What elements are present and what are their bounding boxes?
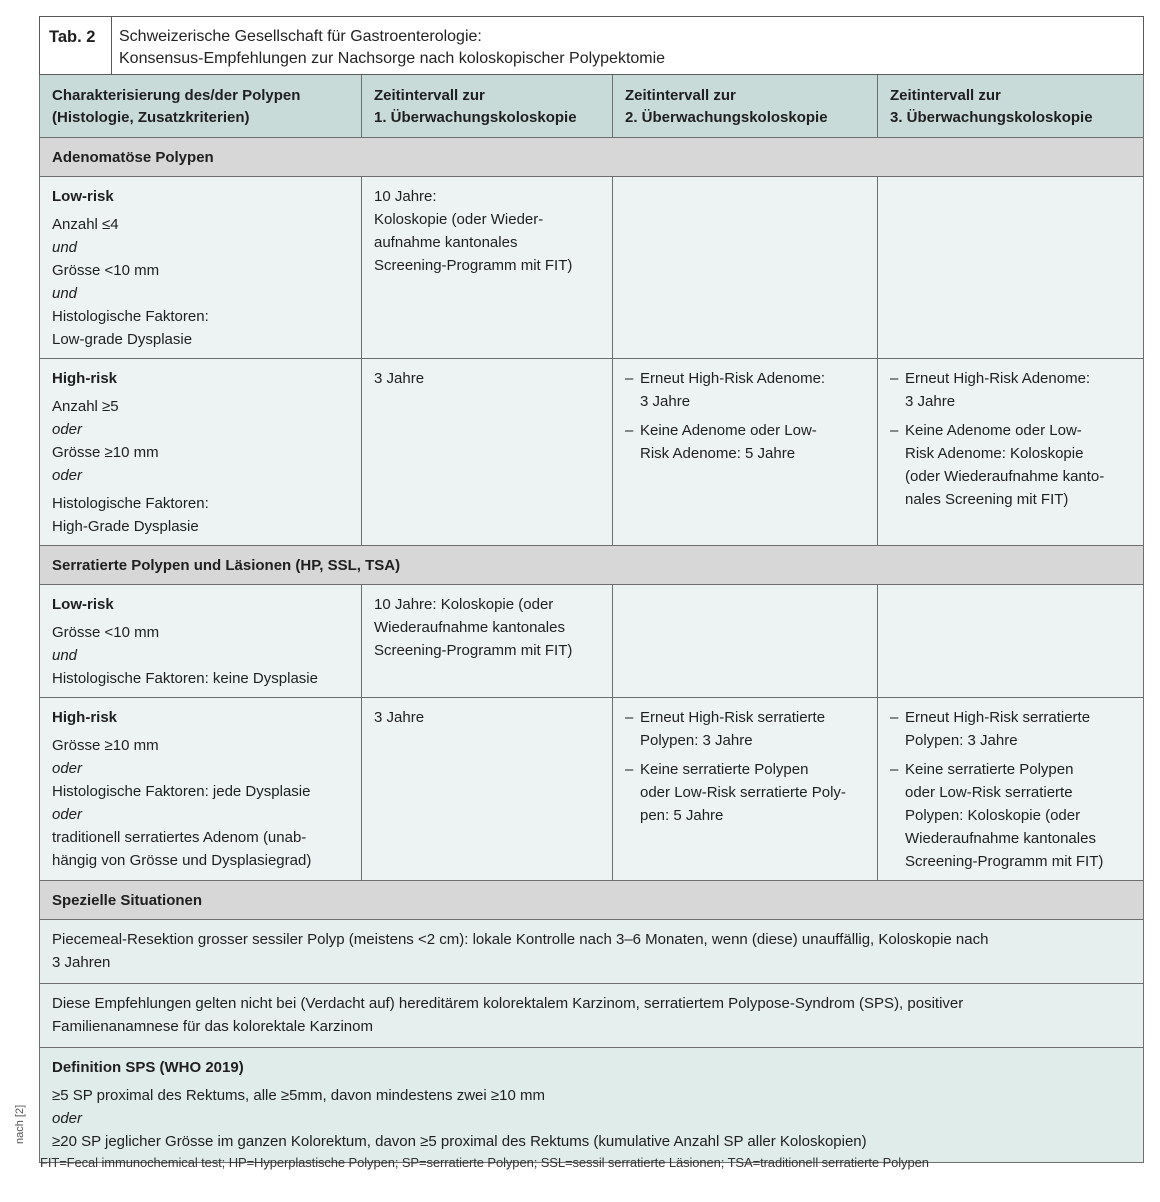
exclusion-line: Familienanamnese für das kolorektale Karzinom	[52, 1018, 373, 1035]
interval-line: Polypen: 3 Jahre	[640, 732, 753, 749]
list-item	[890, 706, 1133, 752]
interval-line: aufnahme kantonales	[374, 234, 518, 251]
section-title-serrated: Serratierte Polypen und Läsionen (HP, SSL, TSA)	[40, 546, 1144, 585]
recommendation-table	[39, 16, 1144, 1163]
interval-line: Screening-Programm mit FIT)	[905, 853, 1104, 870]
column-header-line: 3. Überwachungskoloskopie	[890, 109, 1093, 126]
table-row-serrated-low-risk	[40, 585, 1144, 698]
interval-list	[625, 706, 867, 827]
criteria-line: Histologische Faktoren:	[52, 308, 209, 325]
table-row-serrated-high-risk	[40, 698, 1144, 881]
section-title-adenomatous: Adenomatöse Polypen	[40, 138, 1144, 177]
interval-line: pen: 5 Jahre	[640, 807, 724, 824]
sps-title: Definition SPS (WHO 2019)	[52, 1059, 244, 1076]
interval-line: Koloskopie (oder Wieder-	[374, 211, 544, 228]
criteria-cell	[40, 585, 362, 698]
sps-line: ≥20 SP jeglicher Grösse im ganzen Kolorektum, davon ≥5 proximal des Rektums (kumulative Anzahl SP aller Koloskopien)	[52, 1133, 867, 1150]
piecemeal-line: 3 Jahren	[52, 954, 111, 971]
interval-1-cell	[362, 359, 613, 546]
criteria-line: Histologische Faktoren:	[52, 495, 209, 512]
interval-3-cell	[878, 177, 1144, 359]
criteria-connector: oder	[52, 467, 83, 484]
criteria-line: Low-grade Dysplasie	[52, 331, 193, 348]
interval-2-cell	[613, 585, 878, 698]
table-row-exclusion	[40, 984, 1144, 1048]
exclusion-line: Diese Empfehlungen gelten nicht bei (Verdacht auf) hereditärem kolorektalem Karzinom, serratiertem Polypose-Syndrom (SPS), positiver	[52, 995, 964, 1012]
abbreviation-footnote: FIT=Fecal immunochemical test; HP=Hyperplastische Polypen; SP=serratierte Polypen; SSL=sessil serratierte Läsionen; TSA=traditionell serratierte Polypen	[40, 1155, 929, 1170]
interval-line: 10 Jahre:	[374, 188, 437, 205]
criteria-cell	[40, 359, 362, 546]
criteria-cell	[40, 177, 362, 359]
table-title	[112, 17, 1144, 75]
interval-list	[890, 706, 1133, 873]
interval-line: 10 Jahre: Koloskopie (oder	[374, 596, 554, 613]
column-header-line: 1. Überwachungskoloskopie	[374, 109, 577, 126]
interval-3-cell	[878, 359, 1144, 546]
list-item	[625, 367, 867, 413]
table-title-line-2: Konsensus-Empfehlungen zur Nachsorge nach koloskopischer Polypektomie	[119, 50, 666, 67]
column-header-line: Zeitintervall zur	[374, 87, 485, 104]
table-title-row	[40, 17, 1144, 75]
section-header-row	[40, 881, 1144, 920]
table-row-sps-definition	[40, 1048, 1144, 1163]
criteria-connector: oder	[52, 760, 83, 777]
criteria-line: traditionell serratiertes Adenom (unab-	[52, 829, 307, 846]
criteria-line: Histologische Faktoren: keine Dysplasie	[52, 670, 318, 687]
interval-line: Risk Adenome: 5 Jahre	[640, 445, 796, 462]
criteria-connector: und	[52, 239, 78, 256]
sps-definition-cell	[40, 1048, 1144, 1163]
table-number: Tab. 2	[40, 17, 112, 75]
interval-line: (oder Wiederaufnahme kanto-	[905, 468, 1105, 485]
interval-line: – Keine Adenome oder Low-	[640, 422, 817, 439]
piecemeal-cell	[40, 920, 1144, 984]
column-header-line: Zeitintervall zur	[625, 87, 736, 104]
table-row-piecemeal	[40, 920, 1144, 984]
criteria-line: Grösse ≥10 mm	[52, 444, 159, 461]
list-item	[625, 706, 867, 752]
sps-connector: oder	[52, 1110, 83, 1127]
column-header-line: Zeitintervall zur	[890, 87, 1001, 104]
interval-line: – Erneut High-Risk serratierte	[640, 709, 826, 726]
criteria-connector: oder	[52, 421, 83, 438]
interval-line: Polypen: 3 Jahre	[905, 732, 1018, 749]
interval-line: – Erneut High-Risk serratierte	[905, 709, 1091, 726]
table-title-line-1: Schweizerische Gesellschaft für Gastroenterologie:	[119, 28, 482, 45]
interval-1-cell	[362, 698, 613, 881]
column-header-interval-2	[613, 75, 878, 138]
criteria-connector: und	[52, 285, 78, 302]
piecemeal-line: Piecemeal-Resektion grosser sessiler Polyp (meistens <2 cm): lokale Kontrolle nach 3–6 Monaten, wenn (diese) unauffällig, Koloskopie nach	[52, 931, 989, 948]
list-item	[625, 419, 867, 465]
criteria-line: Anzahl ≤4	[52, 216, 119, 233]
exclusion-cell	[40, 984, 1144, 1048]
criteria-line: Grösse ≥10 mm	[52, 737, 159, 754]
source-note: nach [2]	[14, 1104, 26, 1144]
risk-label: Low-risk	[52, 596, 114, 613]
interval-line: – Erneut High-Risk Adenome:	[905, 370, 1091, 387]
interval-line: – Keine serratierte Polypen	[905, 761, 1074, 778]
sps-line: ≥5 SP proximal des Rektums, alle ≥5mm, davon mindestens zwei ≥10 mm	[52, 1087, 545, 1104]
interval-2-cell	[613, 359, 878, 546]
interval-line: Screening-Programm mit FIT)	[374, 642, 573, 659]
interval-line: Screening-Programm mit FIT)	[374, 257, 573, 274]
interval-line: Risk Adenome: Koloskopie	[905, 445, 1084, 462]
column-header-row	[40, 75, 1144, 138]
interval-line: nales Screening mit FIT)	[905, 491, 1069, 508]
criteria-line: Histologische Faktoren: jede Dysplasie	[52, 783, 311, 800]
recommendation-table-frame	[39, 16, 1143, 1163]
criteria-line: Grösse <10 mm	[52, 624, 160, 641]
interval-3-cell	[878, 698, 1144, 881]
criteria-line: Anzahl ≥5	[52, 398, 119, 415]
section-title-special: Spezielle Situationen	[40, 881, 1144, 920]
risk-label: High-risk	[52, 370, 118, 387]
list-item	[625, 758, 867, 827]
list-item	[890, 419, 1133, 511]
interval-line: Wiederaufnahme kantonales	[374, 619, 565, 636]
column-header-interval-3	[878, 75, 1144, 138]
interval-line: – Keine serratierte Polypen	[640, 761, 809, 778]
column-header-line: Charakterisierung des/der Polypen	[52, 87, 301, 104]
list-item	[890, 367, 1133, 413]
column-header-line: (Histologie, Zusatzkriterien)	[52, 109, 250, 126]
criteria-connector: oder	[52, 806, 83, 823]
criteria-line: Grösse <10 mm	[52, 262, 160, 279]
criteria-connector: und	[52, 647, 78, 664]
column-header-characterization	[40, 75, 362, 138]
section-header-row	[40, 546, 1144, 585]
table-row-adenoma-low-risk	[40, 177, 1144, 359]
interval-list	[625, 367, 867, 465]
criteria-line: High-Grade Dysplasie	[52, 518, 199, 535]
table-row-adenoma-high-risk	[40, 359, 1144, 546]
interval-line: oder Low-Risk serratierte	[905, 784, 1073, 801]
list-item	[890, 758, 1133, 873]
interval-line: oder Low-Risk serratierte Poly-	[640, 784, 846, 801]
interval-line: Wiederaufnahme kantonales	[905, 830, 1096, 847]
interval-3-cell	[878, 585, 1144, 698]
interval-line: Polypen: Koloskopie (oder	[905, 807, 1081, 824]
interval-line: – Erneut High-Risk Adenome:	[640, 370, 826, 387]
section-header-row	[40, 138, 1144, 177]
interval-line: 3 Jahre	[905, 393, 956, 410]
interval-line: 3 Jahre	[374, 709, 425, 726]
interval-2-cell	[613, 177, 878, 359]
interval-1-cell	[362, 177, 613, 359]
risk-label: Low-risk	[52, 188, 114, 205]
risk-label: High-risk	[52, 709, 118, 726]
interval-1-cell	[362, 585, 613, 698]
criteria-cell	[40, 698, 362, 881]
column-header-line: 2. Überwachungskoloskopie	[625, 109, 828, 126]
interval-2-cell	[613, 698, 878, 881]
interval-line: 3 Jahre	[640, 393, 691, 410]
criteria-line: hängig von Grösse und Dysplasiegrad)	[52, 852, 312, 869]
interval-list	[890, 367, 1133, 511]
interval-line: – Keine Adenome oder Low-	[905, 422, 1082, 439]
column-header-interval-1	[362, 75, 613, 138]
interval-line: 3 Jahre	[374, 370, 425, 387]
